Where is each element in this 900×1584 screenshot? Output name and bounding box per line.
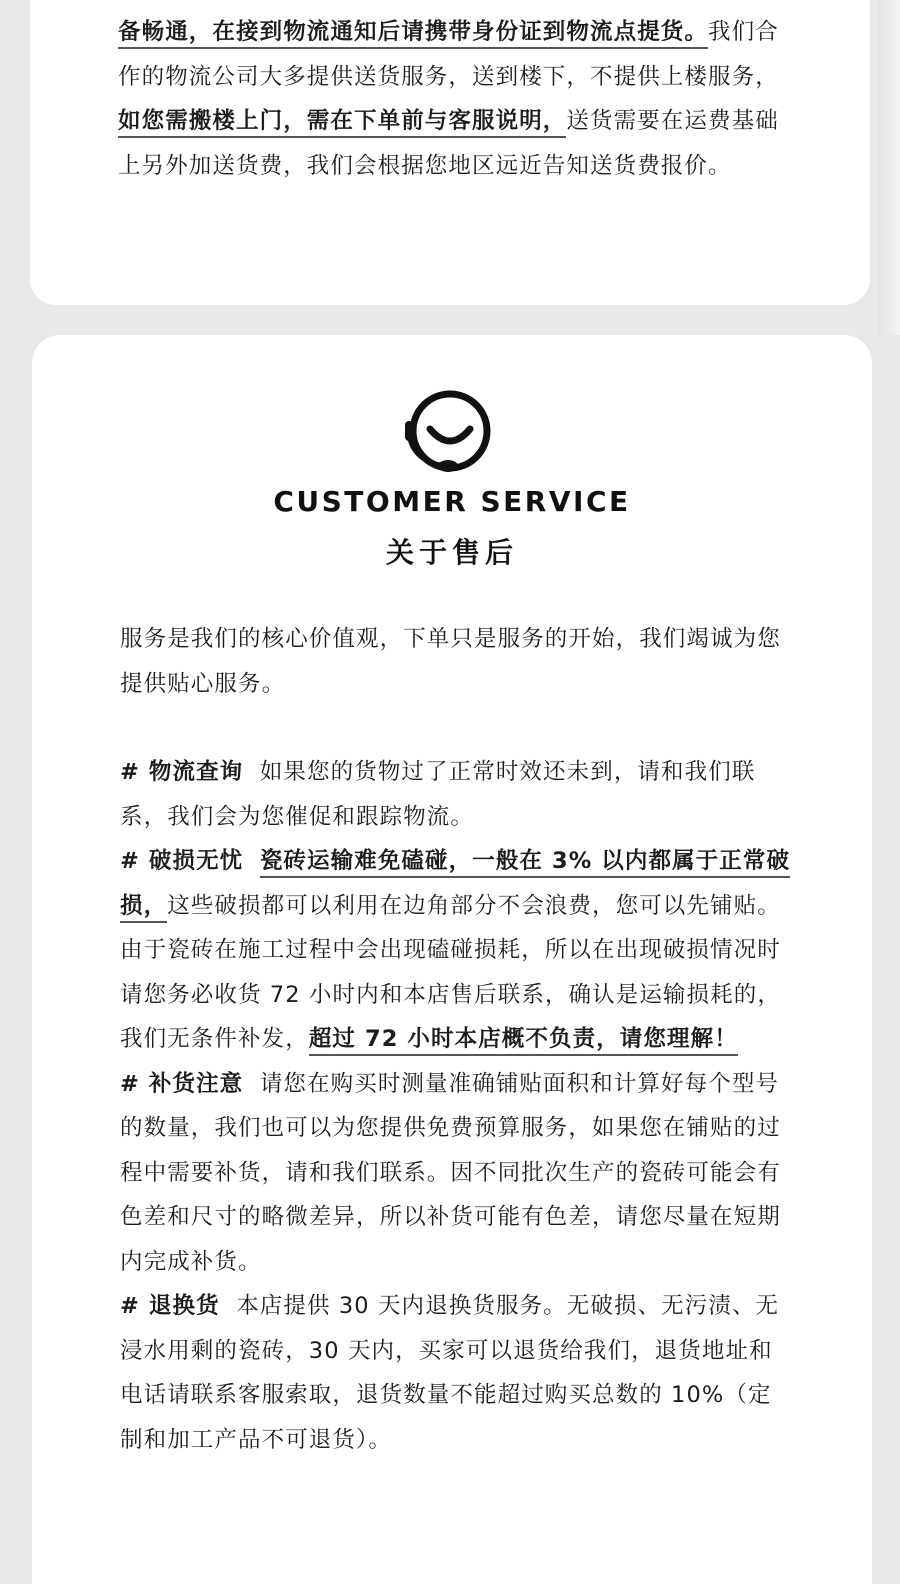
section-title-cn: 关于售后 (385, 536, 518, 569)
logistics-query-item (120, 750, 792, 839)
restock-text: 请您在购买时测量准确铺贴面积和计算好每个型号的数量，我们也可以为您提供免费预算服务，如果您在铺贴的过程中需要补货，请和我们联系。因不同批次生产的瓷砖可能会有色差和尺寸的略微差异，所以补货可能有色差，请您尽量在短期内完成补货。 (120, 1070, 781, 1275)
delivery-service-text: 我们合作的物流公司大多提供送货服务，送到楼下，不提供上楼服务， (118, 19, 779, 90)
logistics-query-heading: # 物流查询 (120, 759, 244, 785)
customer-service-headset-icon (400, 387, 496, 483)
shipping-notice-text (118, 10, 790, 188)
restock-heading: # 补货注意 (120, 1070, 244, 1097)
restock-item (120, 1062, 792, 1285)
shipping-notice-card (30, 0, 870, 305)
background-strip (878, 0, 900, 335)
damage-text: 这些破损都可以利用在边角部分不会浪费，您可以先铺贴。由于瓷砖在施工过程中会出现磕碰损耗，所以在出现破损情况时请您务必收货 72 小时内和本店售后联系，确认是运输损耗的，我们无条件补发， (120, 892, 781, 1052)
upstairs-delivery-note: 如您需搬楼上门，需在下单前与客服说明， (118, 108, 566, 138)
damage-item (120, 839, 792, 1062)
logistics-query-text: 如果您的货物过了正常时效还未到，请和我们联系，我们会为您催促和跟踪物流。 (120, 759, 756, 830)
customer-service-card (32, 335, 872, 1584)
damage-bold-tail: 超过 72 小时本店概不负责，请您理解！ (309, 1026, 738, 1056)
service-intro: 服务是我们的核心价值观，下单只是服务的开始，我们竭诚为您提供贴心服务。 (120, 626, 781, 697)
damage-bold-text: 瓷砖运输难免磕碰，一般在 3% 以内都属于正常破损， (120, 848, 790, 923)
damage-heading: # 破损无忧 (120, 848, 244, 874)
pickup-instruction: 备畅通，在接到物流通知后请携带身份证到物流点提货。 (118, 19, 708, 49)
delivery-fee-text: 送货需要在运费基础上另外加送货费，我们会根据您地区远近告知送货费报价。 (118, 108, 779, 179)
returns-text: 本店提供 30 天内退换货服务。无破损、无污渍、无浸水用剩的瓷砖，30 天内，买家可以退货给我们，退货地址和电话请联系客服索取，退货数量不能超过购买总数的 10%（定制和加工产品不可退货）。 (120, 1293, 780, 1453)
returns-heading: # 退换货 (120, 1293, 220, 1319)
section-title-en: CUSTOMER SERVICE (273, 485, 631, 518)
service-body (120, 617, 792, 1462)
returns-item (120, 1284, 792, 1462)
